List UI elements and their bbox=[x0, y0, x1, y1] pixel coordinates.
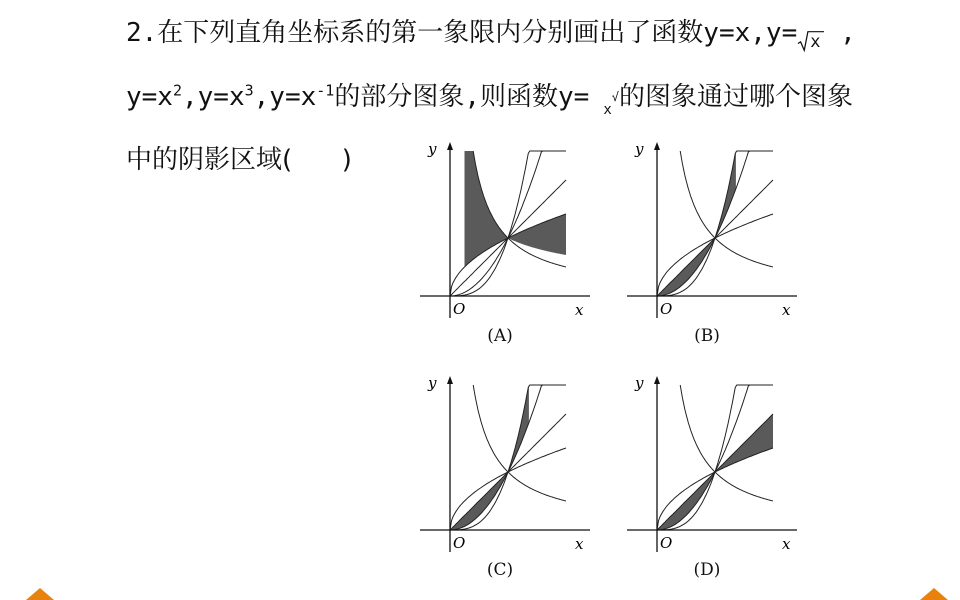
x-axis-label: x bbox=[782, 535, 791, 553]
question-text: 2.在下列直角坐标系的第一象限内分别画出了函数y=x,y= bbox=[126, 18, 798, 48]
origin-label: O bbox=[660, 534, 673, 552]
x-axis-label: x bbox=[782, 301, 791, 319]
question-text: 中的阴影区域( bbox=[126, 145, 293, 175]
coordinate-plot bbox=[622, 138, 807, 320]
coordinate-plot bbox=[415, 138, 600, 320]
graph-b[interactable] bbox=[622, 138, 807, 350]
function-curve bbox=[450, 385, 566, 530]
graph-caption: (A) bbox=[487, 326, 513, 346]
y-axis-label: y bbox=[635, 374, 644, 392]
question-line-2 bbox=[126, 76, 853, 118]
graph-caption: (B) bbox=[694, 326, 720, 346]
graph-caption: (C) bbox=[486, 560, 514, 580]
answer-blank[interactable] bbox=[292, 145, 342, 175]
question-text-end: , bbox=[824, 18, 856, 48]
exponent: 3 bbox=[244, 81, 254, 100]
question-line-3 bbox=[126, 139, 352, 176]
coordinate-plot bbox=[415, 372, 600, 554]
y-arrow-icon bbox=[447, 142, 453, 150]
func-text: 的部分图象,则函数y= bbox=[334, 82, 590, 112]
function-curve bbox=[657, 385, 773, 530]
func-text: y=x bbox=[126, 82, 173, 112]
graph-d[interactable] bbox=[622, 372, 807, 584]
origin-label: O bbox=[453, 300, 466, 318]
origin-label: O bbox=[660, 300, 673, 318]
y-axis-label: y bbox=[428, 374, 437, 392]
tiny-x: x bbox=[603, 102, 612, 118]
function-curve bbox=[657, 385, 773, 530]
prev-arrow-icon[interactable] bbox=[26, 588, 54, 600]
radical-sign-icon bbox=[797, 30, 824, 52]
y-arrow-icon bbox=[447, 376, 453, 384]
radicand: x bbox=[810, 32, 821, 52]
exponent: 2 bbox=[172, 81, 182, 100]
function-curve bbox=[657, 151, 773, 296]
graph-a[interactable] bbox=[415, 138, 600, 350]
y-arrow-icon bbox=[654, 142, 660, 150]
func-text: ,y=x bbox=[253, 82, 317, 112]
coordinate-plot bbox=[622, 372, 807, 554]
y-arrow-icon bbox=[654, 376, 660, 384]
function-curve bbox=[450, 385, 566, 530]
question-text: ) bbox=[341, 145, 352, 175]
func-text: 的图象通过哪个图象 bbox=[618, 82, 853, 112]
tiny-root: √ bbox=[611, 90, 619, 104]
origin-label: O bbox=[453, 534, 466, 552]
exponent: -1 bbox=[316, 81, 335, 100]
next-arrow-icon[interactable] bbox=[920, 588, 948, 600]
function-curve bbox=[657, 151, 773, 296]
y-axis-label: y bbox=[428, 140, 437, 158]
func-text: ,y=x bbox=[182, 82, 245, 112]
sqrt-expression bbox=[797, 30, 824, 52]
graph-c[interactable] bbox=[415, 372, 600, 584]
x-axis-label: x bbox=[575, 301, 584, 319]
x-axis-label: x bbox=[575, 535, 584, 553]
graph-caption: (D) bbox=[693, 560, 721, 580]
y-axis-label: y bbox=[635, 140, 644, 158]
question-line-1 bbox=[126, 12, 856, 52]
